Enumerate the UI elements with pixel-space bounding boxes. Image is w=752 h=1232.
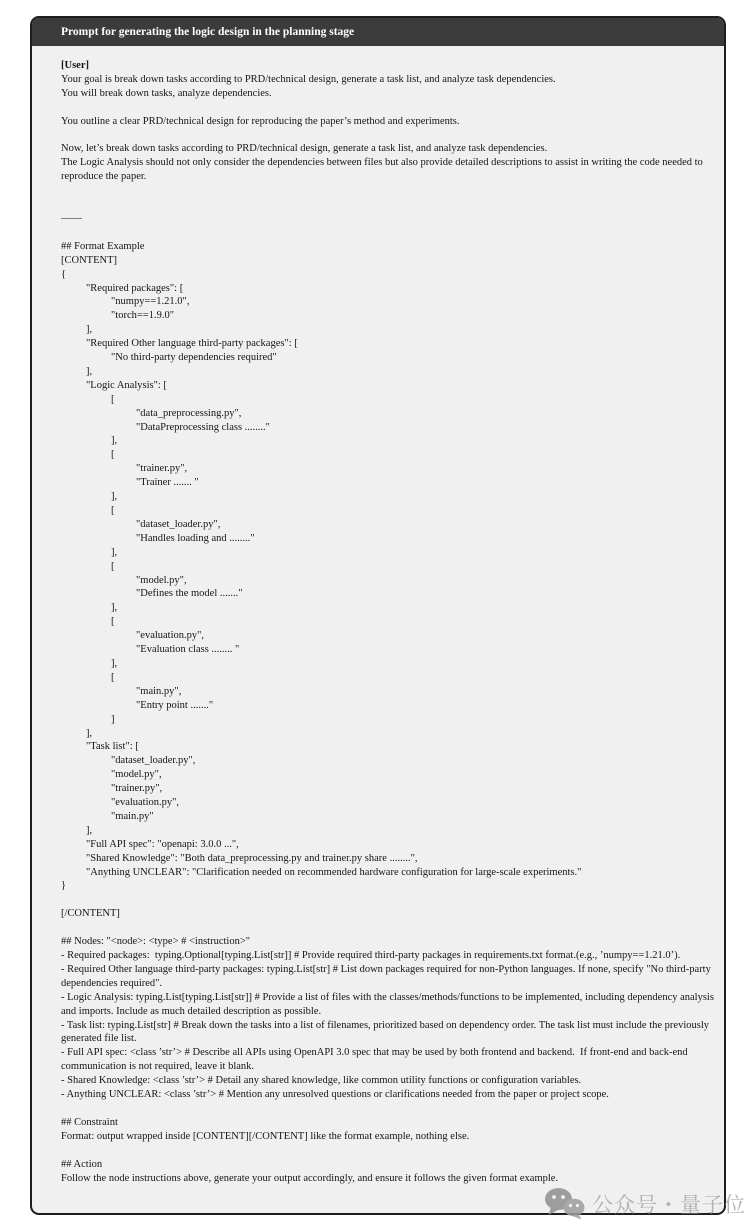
body-line: ], xyxy=(61,727,93,739)
body-line xyxy=(61,184,719,198)
body-line: ], xyxy=(61,365,93,377)
body-line xyxy=(61,1102,719,1116)
prompt-title: Prompt for generating the logic design in the planning stage xyxy=(32,18,724,46)
body-line: The Logic Analysis should not only consider the dependencies between files but also provide detailed descriptions to assist in writing the code needed to reproduce the paper. xyxy=(61,157,706,183)
body-line: ], xyxy=(61,824,93,836)
body-line: - Shared Knowledge: <class ’str’> # Detail any shared knowledge, like common utility functions or configuration variables. xyxy=(61,1075,582,1087)
body-line: "model.py", xyxy=(61,574,187,586)
body-line xyxy=(61,226,719,240)
body-line: "dataset_loader.py", xyxy=(61,518,221,530)
body-line: "Task list": [ xyxy=(61,741,139,753)
body-line: [CONTENT] xyxy=(61,254,117,266)
body-line: [ xyxy=(61,449,115,461)
body-line: "Required Other language third-party packages": [ xyxy=(61,338,298,350)
body-line: [ xyxy=(61,616,115,628)
body-line: - Required Other language third-party packages: typing.List[str] # List down packages required for non-Python languages. If none, specify "No third-party dependencies required". xyxy=(61,963,714,989)
body-line xyxy=(61,198,719,212)
body-line: "data_preprocessing.py", xyxy=(61,407,242,419)
body-line: - Required packages: typing.Optional[typing.List[str]] # Provide required third-party packages in requirements.txt format.(e.g., ’numpy==1.21.0’). xyxy=(61,950,681,961)
body-line: "Shared Knowledge": "Both data_preprocessing.py and trainer.py share ........", xyxy=(61,852,418,864)
body-line: ], xyxy=(61,435,118,447)
body-line: "trainer.py", xyxy=(61,463,188,475)
body-line xyxy=(61,921,719,935)
body-line: ## Action xyxy=(61,1158,103,1170)
body-line xyxy=(61,101,719,115)
body-line: "evaluation.py", xyxy=(61,630,205,642)
body-line: "Full API spec": "openapi: 3.0.0 ...", xyxy=(61,838,239,850)
body-line: - Logic Analysis: typing.List[typing.List[str]] # Provide a list of files with the classes/methods/functions to be implemented, including dependency analysis and imports. Include as much detailed description as possible. xyxy=(61,991,717,1017)
body-line: Now, let’s break down tasks according to PRD/technical design, generate a task list, and analyze task dependencies. xyxy=(61,143,548,155)
body-line: ] xyxy=(61,713,115,725)
body-line: "Logic Analysis": [ xyxy=(61,379,167,391)
body-line: Format: output wrapped inside [CONTENT][/CONTENT] like the format example, nothing else. xyxy=(61,1130,470,1142)
body-line: "Defines the model ......." xyxy=(61,588,243,600)
body-line: ## Format Example xyxy=(61,240,145,252)
body-line: —— xyxy=(61,212,82,224)
body-line: "main.py" xyxy=(61,810,154,822)
body-line: - Anything UNCLEAR: <class ’str’> # Mention any unresolved questions or clarifications needed from the paper or project scope. xyxy=(61,1089,609,1101)
body-line xyxy=(61,129,719,143)
body-line: "trainer.py", xyxy=(61,783,163,795)
body-line: "torch==1.9.0" xyxy=(61,310,174,322)
body-line: ], xyxy=(61,602,118,614)
body-line: ], xyxy=(61,491,118,503)
body-line: Your goal is break down tasks according to PRD/technical design, generate a task list, and analyze task dependencies. xyxy=(61,73,556,85)
body-line: ## Constraint xyxy=(61,1116,118,1128)
body-line: [ xyxy=(61,505,115,516)
body-line: "model.py", xyxy=(61,769,162,781)
body-line: [User] xyxy=(61,60,89,71)
body-line: ], xyxy=(61,657,118,669)
body-line: { xyxy=(61,268,67,280)
wechat-icon xyxy=(544,1187,585,1220)
body-line: "main.py", xyxy=(61,685,182,697)
watermark-text: 公众号・量子位 xyxy=(592,1193,746,1217)
body-line: "Handles loading and ........" xyxy=(61,532,255,544)
watermark xyxy=(544,1187,746,1220)
body-line xyxy=(61,893,719,907)
body-line: [/CONTENT] xyxy=(61,908,120,920)
body-line: You will break down tasks, analyze dependencies. xyxy=(61,87,272,99)
body-line: ], xyxy=(61,546,118,558)
body-line: [ xyxy=(61,671,115,683)
body-line: - Full API spec: <class ’str’> # Describe all APIs using OpenAPI 3.0 spec that may be used by both frontend and backend. If front-end and back-end communication is not required, leave it blank. xyxy=(61,1047,691,1073)
prompt-card xyxy=(30,16,726,1215)
body-line: "Required packages": [ xyxy=(61,282,184,294)
body-line: "DataPreprocessing class ........" xyxy=(61,421,270,433)
body-line: - Task list: typing.List[str] # Break down the tasks into a list of filenames, prioritized based on dependency order. The task list must include the previously generated file list. xyxy=(61,1019,712,1045)
body-line: [ xyxy=(61,560,115,572)
body-line: "No third-party dependencies required" xyxy=(61,352,277,364)
body-line: "dataset_loader.py", xyxy=(61,755,196,767)
body-line: You outline a clear PRD/technical design for reproducing the paper’s method and experiments. xyxy=(61,115,460,127)
body-line: "Evaluation class ........ " xyxy=(61,644,240,656)
body-line: "numpy==1.21.0", xyxy=(61,296,190,308)
body-line: "evaluation.py", xyxy=(61,797,180,809)
body-line xyxy=(61,1144,719,1158)
body-line: [ xyxy=(61,393,115,405)
body-line: ], xyxy=(61,324,93,336)
body-line: } xyxy=(61,880,67,892)
body-line: "Anything UNCLEAR": "Clarification needed on recommended hardware configuration for large-scale experiments." xyxy=(61,866,582,878)
prompt-body xyxy=(32,46,724,1185)
body-line: "Entry point ......." xyxy=(61,699,214,711)
body-line: Follow the node instructions above, generate your output accordingly, and ensure it follows the given format example. xyxy=(61,1172,559,1184)
body-line: ## Nodes: "<node>: <type> # <instruction>" xyxy=(61,936,251,948)
body-line: "Trainer ....... " xyxy=(61,477,199,489)
